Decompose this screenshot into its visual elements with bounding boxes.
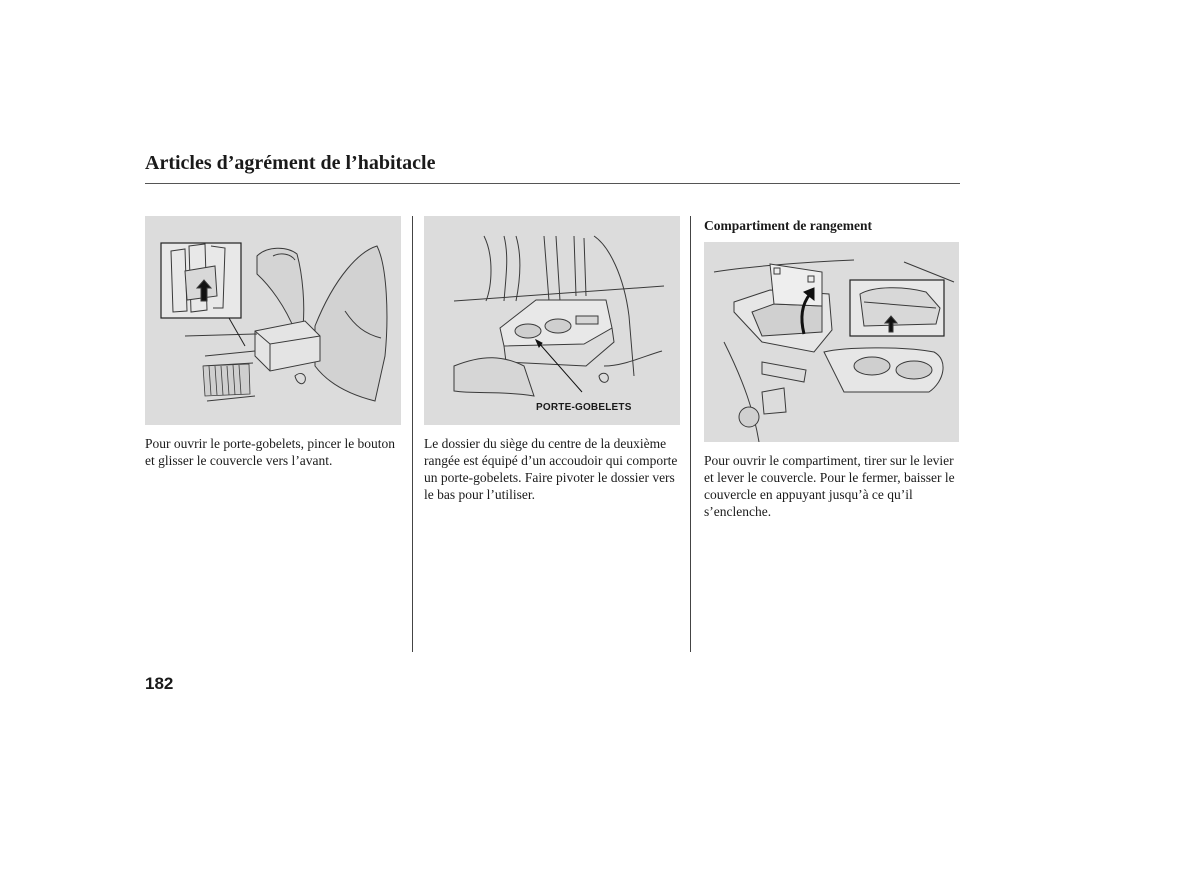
title-divider — [145, 183, 960, 184]
armrest-cupholder-illustration — [424, 216, 680, 425]
column-1-text: Pour ouvrir le porte-gobelets, pincer le bouton et glisser le couvercle vers l’avant. — [145, 436, 396, 468]
column-3-text: Pour ouvrir le compartiment, tirer sur le levier et lever le couvercle. Pour le fermer, baisser le couvercle en appuyant jusqu’à ce qu’il s’enclenche. — [704, 453, 955, 519]
front-cupholder-illustration — [145, 216, 401, 425]
storage-compartment-illustration — [704, 242, 959, 442]
column-divider-left — [412, 216, 413, 652]
callout-label: PORTE-GOBELETS — [536, 402, 632, 413]
page-title: Articles d’agrément de l’habitacle — [145, 152, 436, 174]
page-number: 182 — [145, 674, 174, 693]
column-divider-right — [690, 216, 691, 652]
column-2-text: Le dossier du siège du centre de la deuxième rangée est équipé d’un accoudoir qui comporte un porte-gobelets. Faire pivoter le dossier vers le bas pour l’utiliser. — [424, 436, 678, 502]
section-heading: Compartiment de rangement — [704, 218, 872, 233]
